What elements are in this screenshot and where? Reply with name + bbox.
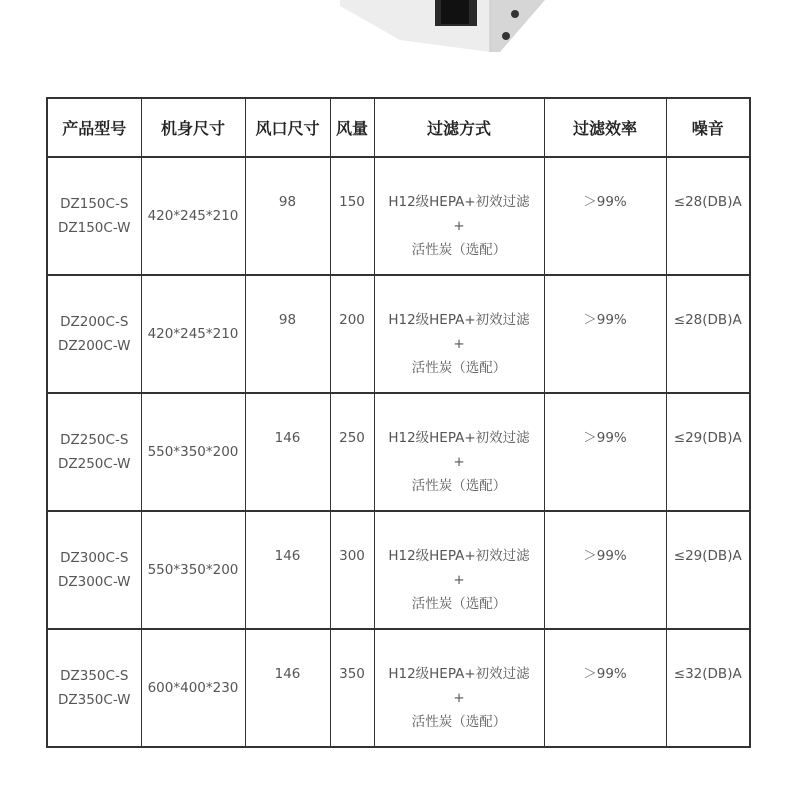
cell-noise: ≤32(DB)A (666, 629, 750, 747)
cell-filtration (374, 157, 544, 275)
cell-model (47, 511, 141, 629)
product-image (340, 0, 570, 52)
table-row (47, 511, 750, 629)
cell-port: 98 (245, 157, 330, 275)
cell-filtration (374, 275, 544, 393)
cell-airflow: 300 (330, 511, 374, 629)
cell-model (47, 157, 141, 275)
product-screw-1 (511, 10, 519, 18)
cell-port: 146 (245, 629, 330, 747)
cell-airflow: 150 (330, 157, 374, 275)
cell-noise: ≤28(DB)A (666, 157, 750, 275)
header-port: 风口尺寸 (245, 98, 330, 157)
cell-dimensions: 420*245*210 (141, 275, 245, 393)
model-s: DZ250C-S (60, 432, 129, 448)
cell-model (47, 275, 141, 393)
model-s: DZ200C-S (60, 314, 129, 330)
cell-filtration (374, 511, 544, 629)
cell-airflow: 350 (330, 629, 374, 747)
cell-port: 146 (245, 511, 330, 629)
model-s: DZ350C-S (60, 668, 129, 684)
model-w: DZ300C-W (57, 574, 131, 590)
filter-line-3: 活性炭（选配） (411, 360, 507, 376)
header-airflow: 风量 (330, 98, 374, 157)
filter-line-2: + (453, 218, 465, 234)
cell-noise: ≤29(DB)A (666, 393, 750, 511)
cell-efficiency: ＞99% (544, 629, 666, 747)
cell-noise: ≤29(DB)A (666, 511, 750, 629)
filter-line-2: + (453, 336, 465, 352)
cell-model (47, 629, 141, 747)
cell-dimensions: 550*350*200 (141, 511, 245, 629)
filter-line-1: H12级HEPA+初效过滤 (388, 194, 530, 210)
cell-dimensions: 420*245*210 (141, 157, 245, 275)
filter-line-2: + (453, 572, 465, 588)
model-w: DZ250C-W (57, 456, 131, 472)
model-s: DZ300C-S (60, 550, 129, 566)
filter-line-1: H12级HEPA+初效过滤 (388, 312, 530, 328)
cell-airflow: 250 (330, 393, 374, 511)
filter-line-2: + (453, 454, 465, 470)
table-row (47, 629, 750, 747)
cell-filtration (374, 393, 544, 511)
filter-line-1: H12级HEPA+初效过滤 (388, 430, 530, 446)
table-row (47, 275, 750, 393)
filter-line-1: H12级HEPA+初效过滤 (388, 548, 530, 564)
header-efficiency: 过滤效率 (544, 98, 666, 157)
header-filtration: 过滤方式 (374, 98, 544, 157)
cell-efficiency: ＞99% (544, 275, 666, 393)
filter-line-3: 活性炭（选配） (411, 714, 507, 730)
cell-model (47, 393, 141, 511)
product-screw-2 (502, 32, 510, 40)
product-port-inner (441, 0, 469, 24)
model-w: DZ150C-W (57, 220, 131, 236)
product-illustration (340, 0, 570, 52)
cell-dimensions: 600*400*230 (141, 629, 245, 747)
cell-dimensions: 550*350*200 (141, 393, 245, 511)
table-row (47, 157, 750, 275)
cell-efficiency: ＞99% (544, 511, 666, 629)
model-s: DZ150C-S (60, 196, 129, 212)
cell-efficiency: ＞99% (544, 393, 666, 511)
table-header-row (47, 98, 750, 157)
cell-port: 98 (245, 275, 330, 393)
filter-line-3: 活性炭（选配） (411, 596, 507, 612)
filter-line-3: 活性炭（选配） (411, 478, 507, 494)
product-body-right (490, 0, 545, 52)
header-model: 产品型号 (47, 98, 141, 157)
cell-port: 146 (245, 393, 330, 511)
table-row (47, 393, 750, 511)
model-w: DZ350C-W (57, 692, 131, 708)
filter-line-2: + (453, 690, 465, 706)
cell-efficiency: ＞99% (544, 157, 666, 275)
header-dimensions: 机身尺寸 (141, 98, 245, 157)
cell-noise: ≤28(DB)A (666, 275, 750, 393)
spec-table (46, 97, 751, 748)
filter-line-3: 活性炭（选配） (411, 242, 507, 258)
header-noise: 噪音 (666, 98, 750, 157)
model-w: DZ200C-W (57, 338, 131, 354)
filter-line-1: H12级HEPA+初效过滤 (388, 666, 530, 682)
cell-filtration (374, 629, 544, 747)
cell-airflow: 200 (330, 275, 374, 393)
